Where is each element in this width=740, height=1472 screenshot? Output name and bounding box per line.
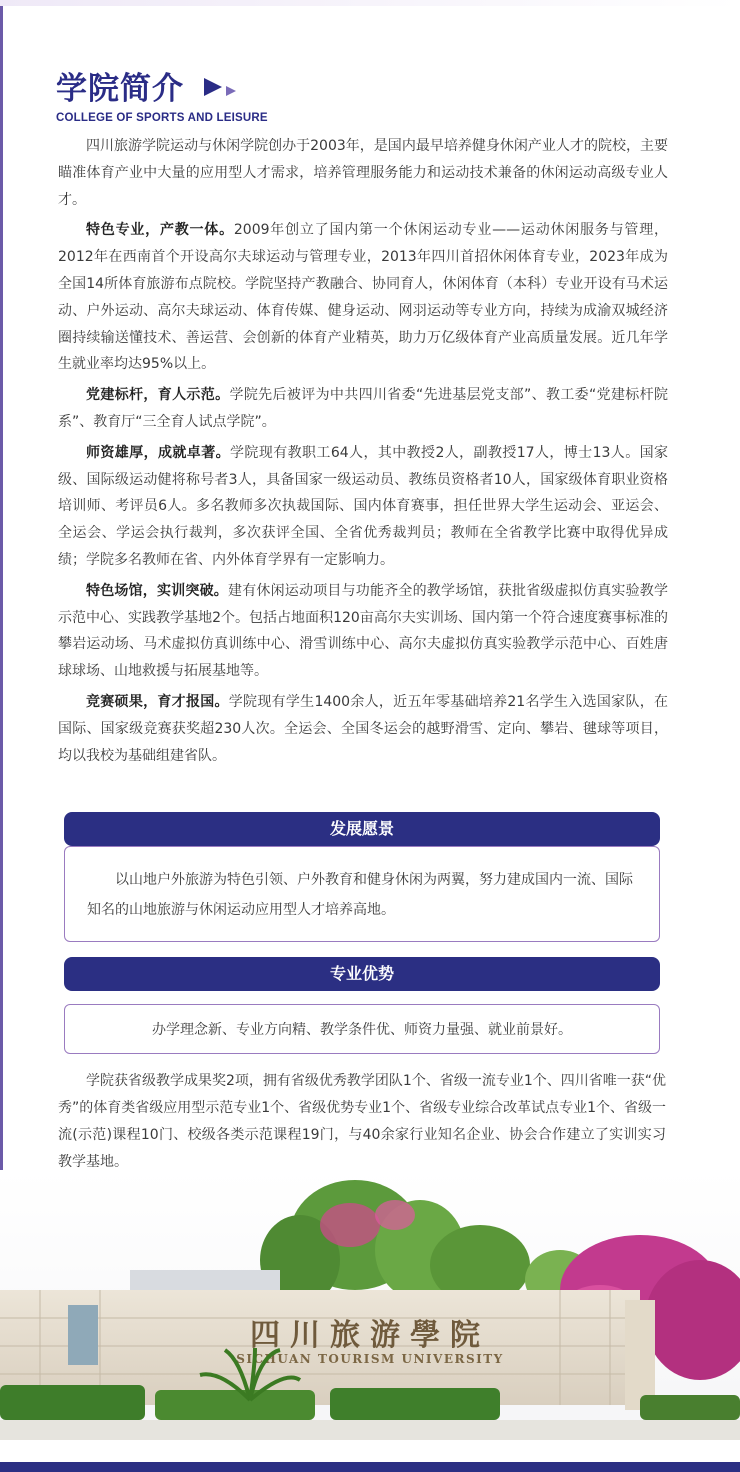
- section-lead: 竞赛硕果，育才报国。: [86, 693, 229, 710]
- section-paragraph: [58, 217, 668, 378]
- section-paragraph: [58, 578, 668, 685]
- campus-gate-photo: [0, 1170, 740, 1472]
- section-text: 建有休闲运动项目与功能齐全的教学场馆，获批省级虚拟仿真实验教学示范中心、实践教学基地2个。包括占地面积120亩高尔夫实训场、国内第一个符合速度赛事标准的攀岩运动场、马术虚拟仿真训练中心、滑雪训练中心、高尔夫虚拟仿真实验教学示范中心、百姓唐球球场、山地救援与拓展基地等。: [58, 582, 668, 680]
- page-title: 学院简介: [56, 71, 184, 107]
- bottom-rule: [0, 1462, 740, 1472]
- double-arrow-icon: [204, 76, 254, 102]
- closing-body: [58, 1068, 666, 1180]
- ground: [0, 1420, 740, 1440]
- vision-box: [64, 846, 660, 942]
- section-paragraph: [58, 382, 668, 436]
- section-lead: 特色场馆，实训突破。: [86, 582, 228, 599]
- advantage-heading-band: 专业优势: [64, 957, 660, 991]
- distant-building: [130, 1270, 280, 1290]
- vision-heading-band: 发展愿景: [64, 812, 660, 846]
- intro-body: [58, 133, 668, 773]
- page-subtitle: COLLEGE OF SPORTS AND LEISURE: [56, 112, 268, 124]
- section-lead: 党建标杆，育人示范。: [86, 387, 230, 404]
- section-text: 学院现有学生1400余人，近五年零基础培养21名学生入选国家队，在国际、国家级竞赛获奖超230人次。全运会、全国冬运会的越野滑雪、定向、攀岩、毽球等项目，均以我校为基础组建省队。: [58, 693, 668, 764]
- section-text: 学院现有教职工64人，其中教授2人，副教授17人，博士13人。国家级、国际级运动健将称号者3人，具备国家一级运动员、教练员资格者10人，国家级体育职业资格培训师、考评员6人。多名教师多次执裁国际、国内体育赛事，担任世界大学生运动会、亚运会、全运会、学运会执行裁判，多次获评全国、全省优秀裁判员；教师在全省教学比赛中取得优异成绩；学院多名教师在省、内外体育学界有一定影响力。: [58, 444, 668, 568]
- section-lead: 特色专业，产教一体。: [86, 222, 234, 239]
- section-header: [56, 70, 268, 124]
- gate-sign-chinese: 四川旅游學院: [250, 1318, 490, 1353]
- top-gradient-rule: [0, 0, 740, 6]
- gate-sign-english: SICHUAN TOURISM UNIVERSITY: [236, 1352, 504, 1366]
- section-lead: 师资雄厚，成就卓著。: [86, 444, 231, 461]
- advantage-box: [64, 1004, 660, 1054]
- vision-text: 以山地户外旅游为特色引领、户外教育和健身休闲为两翼，努力建成国内一流、国际知名的山地旅游与休闲运动应用型人才培养高地。: [87, 872, 633, 918]
- section-text: 学院先后被评为中共四川省委“先进基层党支部”、教工委“党建标杆院系”、教育厅“三全育人试点学院”。: [58, 387, 669, 430]
- advantage-text: 办学理念新、专业方向精、教学条件优、师资力量强、就业前景好。: [152, 1022, 572, 1038]
- section-paragraph: [58, 440, 668, 574]
- intro-paragraph: 四川旅游学院运动与休闲学院创办于2003年，是国内最早培养健身休闲产业人才的院校，主要瞄准体育产业中大量的应用型人才需求，培养管理服务能力和运动技术兼备的休闲运动高级专业人才。: [58, 138, 668, 208]
- closing-paragraph: 学院获省级教学成果奖2项，拥有省级优秀教学团队1个、省级一流专业1个、四川省唯一获“优秀”的体育类省级应用型示范专业1个、省级优势专业1个、省级专业综合改革试点专业1个、省级一流(示范)课程10门、校级各类示范课程19门，与40余家行业知名企业、协会合作建立了实训实习教学基地。: [58, 1073, 666, 1170]
- section-paragraph: [58, 689, 668, 769]
- section-text: 2009年创立了国内第一个休闲运动专业——运动休闲服务与管理，2012年在西南首个开设高尔夫球运动与管理专业，2013年四川首招休闲体育专业，2023年成为全国14所体育旅游布点院校。学院坚持产教融合、协同育人，休闲体育（本科）专业开设有马术运动、户外运动、高尔夫球运动、体育传媒、健身运动、网羽运动等专业方向，持续为成渝双城经济圈持续输送懂技术、善运营、会创新的体育产业精英，助力万亿级体育产业高质量发展。近几年学生就业率均达95%以上。: [58, 222, 668, 373]
